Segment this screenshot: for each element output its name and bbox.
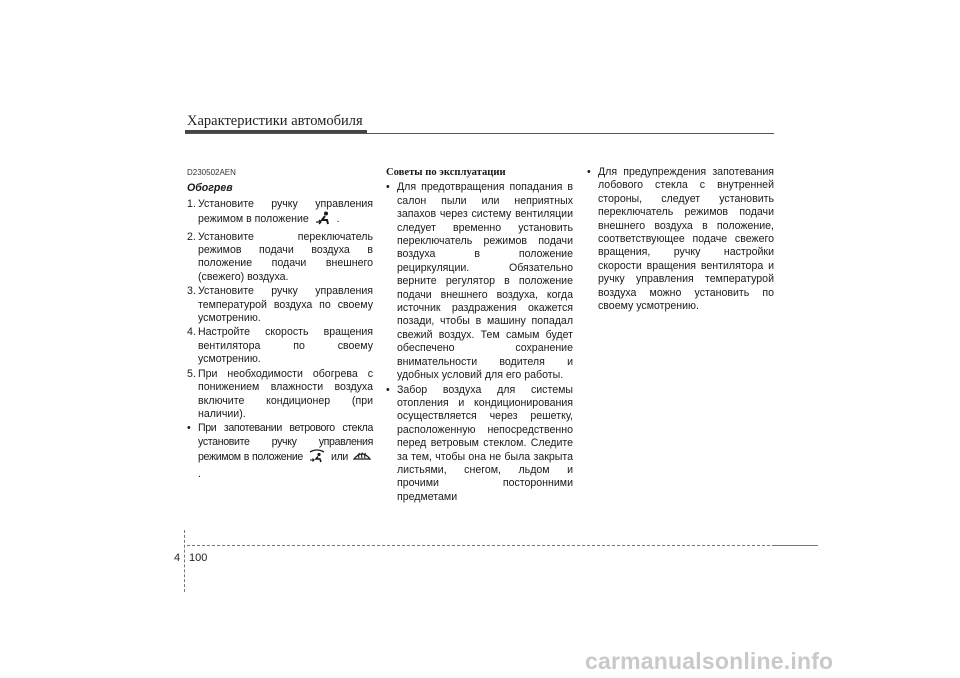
page-header-title: Характеристики автомобиля <box>187 113 363 129</box>
floor-mode-icon <box>314 211 332 229</box>
tips-title: Советы по эксплуатации <box>386 167 506 178</box>
list-marker: 1. <box>187 197 196 210</box>
list-item-text: Настройте скорость вращения вентилятора по своему усмотрению. <box>198 326 373 366</box>
list-item-text: Для предотвращения попадания в салон пыли или неприятных запахов через систему вентиляции следует временно установить переключатель режимов подачи воздуха в положение рециркуляции. Обязательно верните регулятор в положение подачи внешнего воздуха, когда источник раздражения окажется позади, чтобы в машину попадал свежий воздух. Тем самым будет обеспечено сохранение внимательности водителя и удобных условий для его работы. <box>397 181 573 382</box>
chapter-number: 4 <box>174 552 181 564</box>
list-item <box>187 231 373 285</box>
list-item-end: . <box>198 467 201 480</box>
list-item-text: Для предупреждения запотевания лобового стекла с внутренней стороны, следует установить переключатель режимов подачи внешнего воздуха в положение, соответствующее подаче свежего вращения, ручку настройки скорости вращения вентилятора и ручку управления температурой воздуха можно установить по своему усмотрению. <box>598 166 774 313</box>
list-item <box>386 384 573 505</box>
list-item <box>187 368 373 422</box>
list-item-text: Установите переключатель режимов подачи воздуха в положение подачи внешнего (свежего) воздуха. <box>198 230 373 283</box>
middle-column <box>386 166 573 505</box>
list-item <box>187 285 373 325</box>
list-marker: 4. <box>187 326 196 339</box>
footer-rule-end <box>775 545 818 546</box>
header-rule <box>185 133 774 134</box>
section-code: D230502AEN <box>187 168 236 177</box>
list-item-text: Забор воздуха для системы отопления и кондиционирования осуществляется через решетку, расположенную непосредственно перед ветровым стеклом. Следите за тем, чтобы она не была закрыта листьями, снегом, льдом и прочими посторонними предметами <box>397 383 573 503</box>
section-subtitle: Обогрев <box>187 182 233 195</box>
defrost-icon <box>353 449 371 467</box>
bullet-marker: • <box>187 422 191 435</box>
right-column <box>587 166 774 314</box>
page-number-divider <box>184 530 185 592</box>
list-item <box>587 166 774 313</box>
footer-rule <box>187 545 775 546</box>
list-item <box>187 422 373 481</box>
bullet-marker: • <box>587 166 591 178</box>
floor-defrost-icon <box>308 449 326 467</box>
list-marker: 2. <box>187 230 196 243</box>
or-word: или <box>331 451 348 464</box>
page-number: 100 <box>189 552 208 564</box>
list-item-text: При необходимости обогрева с понижением влажности воздуха включите кондиционер (при наличии). <box>198 367 373 420</box>
list-item <box>187 198 373 230</box>
left-column <box>187 166 373 482</box>
list-item-text: Установите ручку управления температурой воздуха по своему усмотрению. <box>198 285 373 325</box>
list-item-text: Установите ручку управления режимом в положение <box>198 197 373 226</box>
bullet-marker: • <box>386 383 390 396</box>
list-item <box>187 326 373 366</box>
list-marker: 3. <box>187 285 196 298</box>
list-item-end: . <box>336 213 340 226</box>
list-item <box>386 181 573 382</box>
watermark: carmanualsonline.info <box>585 648 834 674</box>
list-item-text: При запотевании ветрового стекла установите ручку управления режимом в положение <box>198 422 373 464</box>
list-marker: 5. <box>187 367 196 380</box>
bullet-marker: • <box>386 181 390 194</box>
